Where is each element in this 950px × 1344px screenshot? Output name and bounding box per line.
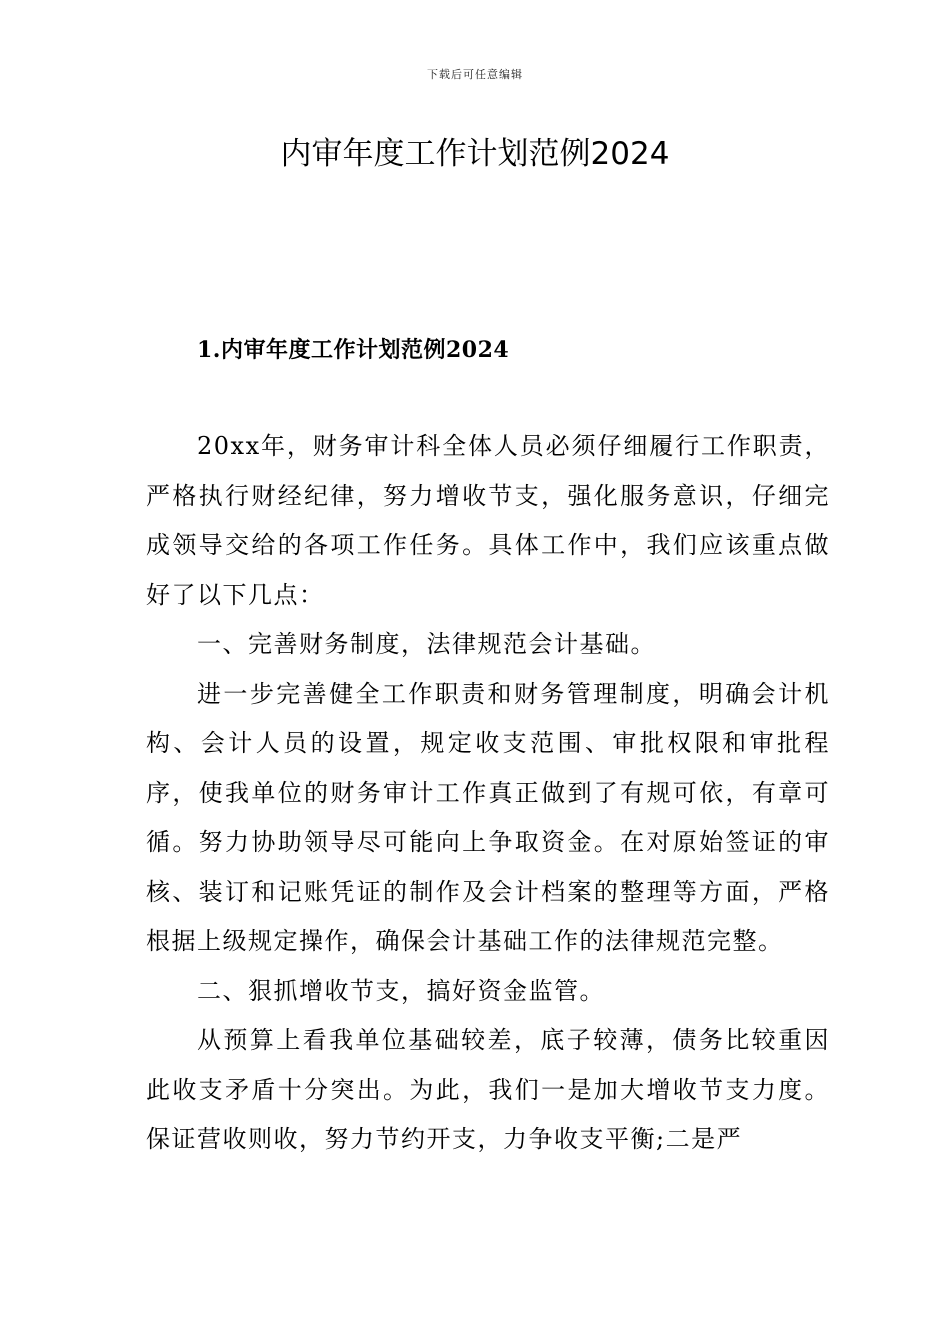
- document-title: 内审年度工作计划范例2024: [280, 136, 670, 172]
- paragraph-intro: 20xx年，财务审计科全体人员必须仔细履行工作职责，严格执行财经纪律，努力增收节支，强化服务意识，仔细完成领导交给的各项工作任务。具体工作中，我们应该重点做好了以下几点：: [146, 432, 830, 609]
- paragraph-point-one-heading: 一、完善财务制度，法律规范会计基础。: [197, 630, 656, 658]
- header-note: 下载后可任意编辑: [427, 68, 523, 81]
- paragraph-point-one-body: 进一步完善健全工作职责和财务管理制度，明确会计机构、会计人员的设置，规定收支范围、审批权限和审批程序，使我单位的财务审计工作真正做到了有规可依，有章可循。努力协助领导尽可能向上争取资金。在对原始签证的审核、装订和记账凭证的制作及会计档案的整理等方面，严格根据上级规定操作，确保会计基础工作的法律规范完整。: [146, 679, 830, 955]
- paragraph-point-two-heading: 二、狠抓增收节支，搞好资金监管。: [197, 976, 605, 1005]
- paragraph-point-two-body: 从预算上看我单位基础较差，底子较薄，债务比较重因此收支矛盾十分突出。为此，我们一是加大增收节支力度。保证营收则收，努力节约开支，力争收支平衡;二是严: [146, 1026, 830, 1153]
- document-body: [146, 422, 830, 1165]
- section-heading: 1.内审年度工作计划范例2024: [197, 337, 510, 363]
